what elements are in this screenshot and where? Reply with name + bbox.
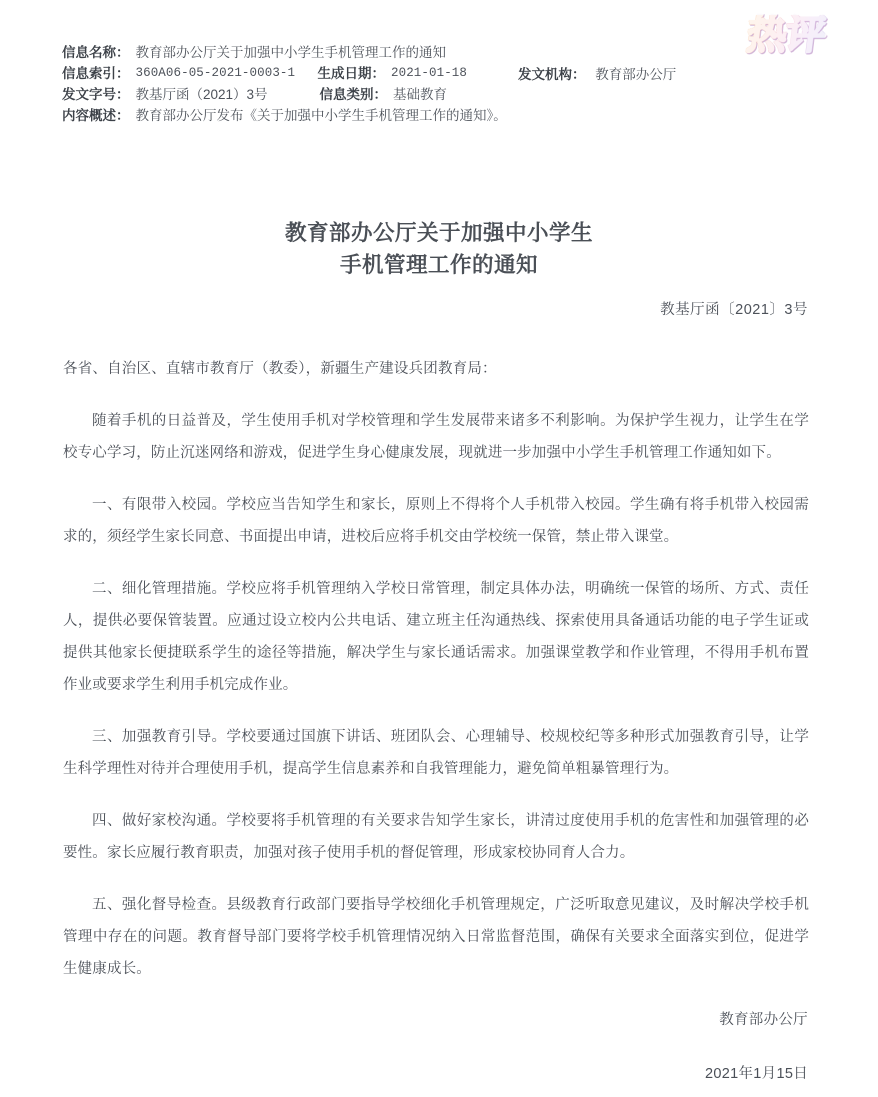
document-metadata — [62, 42, 822, 126]
meta-row-organization — [518, 63, 676, 83]
meta-label-organization: 发文机构： — [518, 67, 586, 82]
document-body — [63, 355, 809, 1005]
body-paragraph-4: 四、做好家校沟通。学校要将手机管理的有关要求告知学生家长，讲清过度使用手机的危害性和加强管理的必要性。家长应履行教育职责，加强对孩子使用手机的督促管理，形成家校协同育人合力。 — [63, 813, 809, 861]
meta-value-date: 2021-01-18 — [391, 66, 468, 80]
hot-review-logo-text: 热评 — [744, 12, 828, 58]
meta-label-docnum: 发文字号： — [62, 87, 130, 102]
document-number: 教基厅函〔2021〕3号 — [660, 302, 808, 318]
body-paragraph-3: 三、加强教育引导。学校要通过国旗下讲话、班团队会、心理辅导、校规校纪等多种形式加强教育引导，让学生科学理性对待并合理使用手机，提高学生信息素养和自我管理能力，避免简单粗暴管理行为。 — [63, 729, 809, 777]
meta-value-category: 基础教育 — [393, 87, 448, 102]
page-title — [0, 217, 878, 281]
meta-value-organization: 教育部办公厅 — [595, 67, 677, 82]
signature-date: 2021年1月15日 — [705, 1066, 808, 1082]
meta-value-docnum: 教基厅函（2021）3号 — [135, 87, 268, 102]
meta-row-index-date — [62, 63, 822, 84]
meta-row-summary — [62, 105, 822, 126]
body-paragraph-intro: 随着手机的日益普及，学生使用手机对学校管理和学生发展带来诸多不利影响。为保护学生视力，让学生在学校专心学习，防止沉迷网络和游戏，促进学生身心健康发展，现就进一步加强中小学生手机管理工作通知如下。 — [63, 413, 809, 461]
meta-label-summary: 内容概述： — [62, 108, 130, 123]
meta-label-date: 生成日期： — [317, 66, 385, 81]
body-paragraph-1: 一、有限带入校园。学校应当告知学生和家长，原则上不得将个人手机带入校园。学生确有将手机带入校园需求的，须经学生家长同意、书面提出申请，进校后应将手机交由学校统一保管，禁止带入课堂。 — [63, 497, 809, 545]
header-divider — [0, 168, 878, 169]
meta-label-name: 信息名称： — [62, 45, 130, 60]
meta-row-name — [62, 42, 822, 63]
salutation: 各省、自治区、直辖市教育厅（教委），新疆生产建设兵团教育局： — [63, 361, 497, 377]
page-title-line-1: 教育部办公厅关于加强中小学生 — [284, 221, 593, 246]
meta-value-name: 教育部办公厅关于加强中小学生手机管理工作的通知 — [135, 45, 446, 60]
meta-value-summary: 教育部办公厅发布《关于加强中小学生手机管理工作的通知》。 — [135, 108, 507, 123]
meta-row-docnum-category — [62, 84, 822, 105]
page-title-line-2: 手机管理工作的通知 — [339, 253, 538, 278]
signature-organization: 教育部办公厅 — [719, 1012, 808, 1028]
meta-label-index: 信息索引： — [62, 66, 130, 81]
meta-label-category: 信息类别： — [319, 87, 388, 102]
body-paragraph-2: 二、细化管理措施。学校应将手机管理纳入学校日常管理，制定具体办法，明确统一保管的场所、方式、责任人，提供必要保管装置。应通过设立校内公共电话、建立班主任沟通热线、探索使用具备通话功能的电子学生证或提供其他家长便捷联系学生的途径等措施，解决学生与家长通话需求。加强课堂教学和作业管理，不得用手机布置作业或要求学生利用手机完成作业。 — [63, 581, 809, 693]
body-paragraph-5: 五、强化督导检查。县级教育行政部门要指导学校细化手机管理规定，广泛听取意见建议，及时解决学校手机管理中存在的问题。教育督导部门要将学校手机管理情况纳入日常监督范围，确保有关要求全面落实到位，促进学生健康成长。 — [63, 897, 809, 977]
meta-value-index: 360A06-05-2021-0003-1 — [135, 66, 296, 80]
